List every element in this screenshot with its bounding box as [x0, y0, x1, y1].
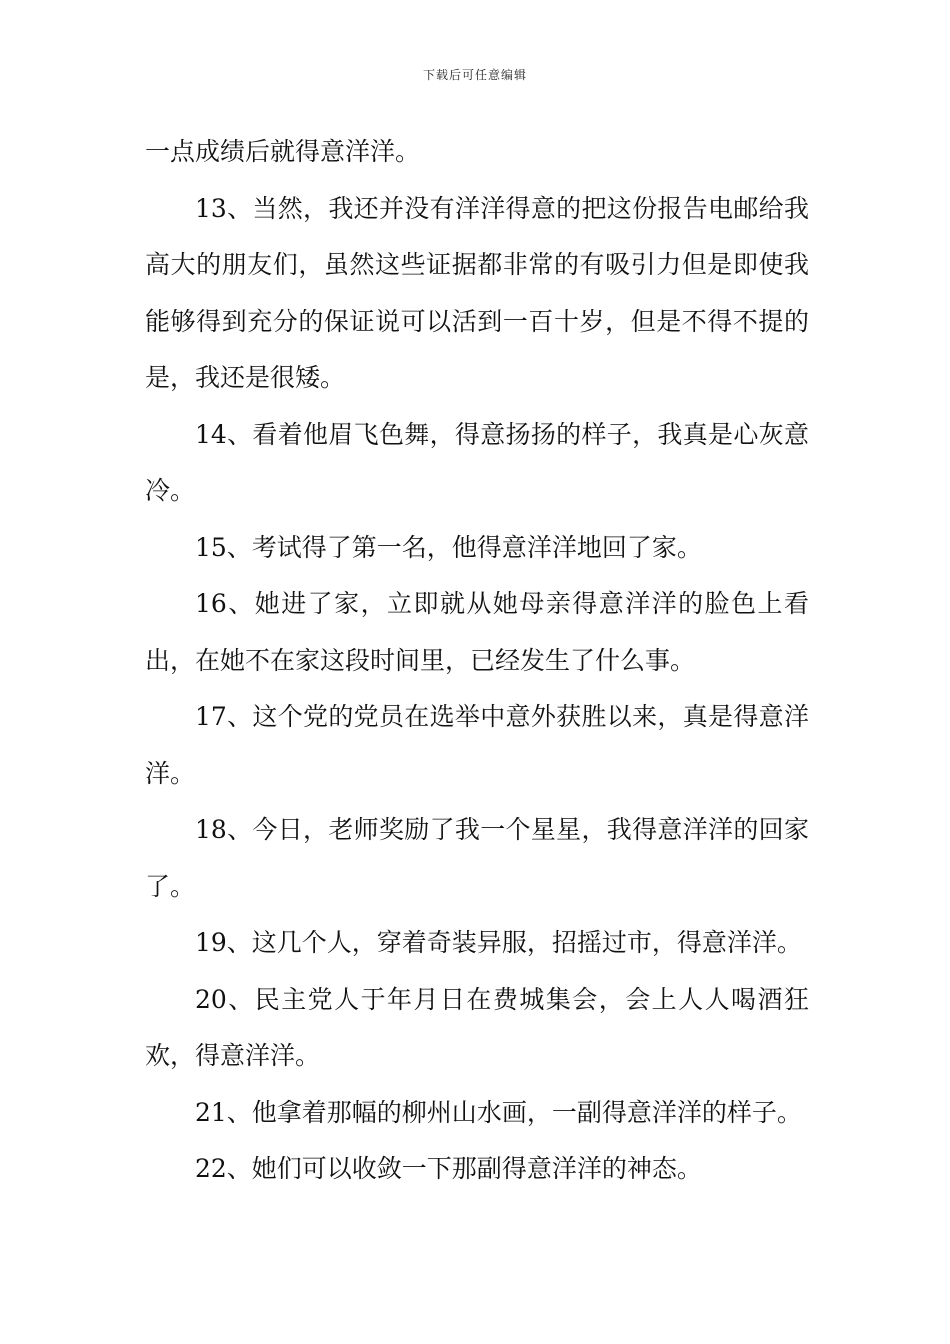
paragraph-22: 22、她们可以收敛一下那副得意洋洋的神态。 [195, 1154, 702, 1183]
paragraph-17: 17、这个党的党员在选举中意外获胜以来，真是得意洋洋。 [145, 702, 809, 788]
paragraph-15: 15、考试得了第一名，他得意洋洋地回了家。 [195, 532, 702, 562]
paragraph-18: 18、今日，老师奖励了我一个星星，我得意洋洋的回家了。 [145, 815, 809, 901]
paragraph-16: 16、她进了家，立即就从她母亲得意洋洋的脸色上看出，在她不在家这段时间里，已经发生了什么事。 [145, 589, 809, 675]
paragraph-13: 13、当然，我还并没有洋洋得意的把这份报告电邮给我高大的朋友们，虽然这些证据都非常的有吸引力但是即使我能够得到充分的保证说可以活到一百十岁，但是不得不提的是，我还是很矮。 [145, 193, 809, 392]
paragraph-14: 14、看着他眉飞色舞，得意扬扬的样子，我真是心灰意冷。 [145, 419, 809, 505]
paragraph-continuation: 一点成绩后就得意洋洋。 [145, 137, 421, 166]
paragraph-19: 19、这几个人，穿着奇装异服，招摇过市，得意洋洋。 [195, 928, 802, 957]
document-body [145, 124, 809, 1198]
paragraph-20: 20、民主党人于年月日在费城集会，会上人人喝酒狂欢，得意洋洋。 [145, 984, 809, 1070]
paragraph-21: 21、他拿着那幅的柳州山水画，一副得意洋洋的样子。 [195, 1097, 802, 1127]
page-header: 下载后可任意编辑 [422, 68, 527, 82]
